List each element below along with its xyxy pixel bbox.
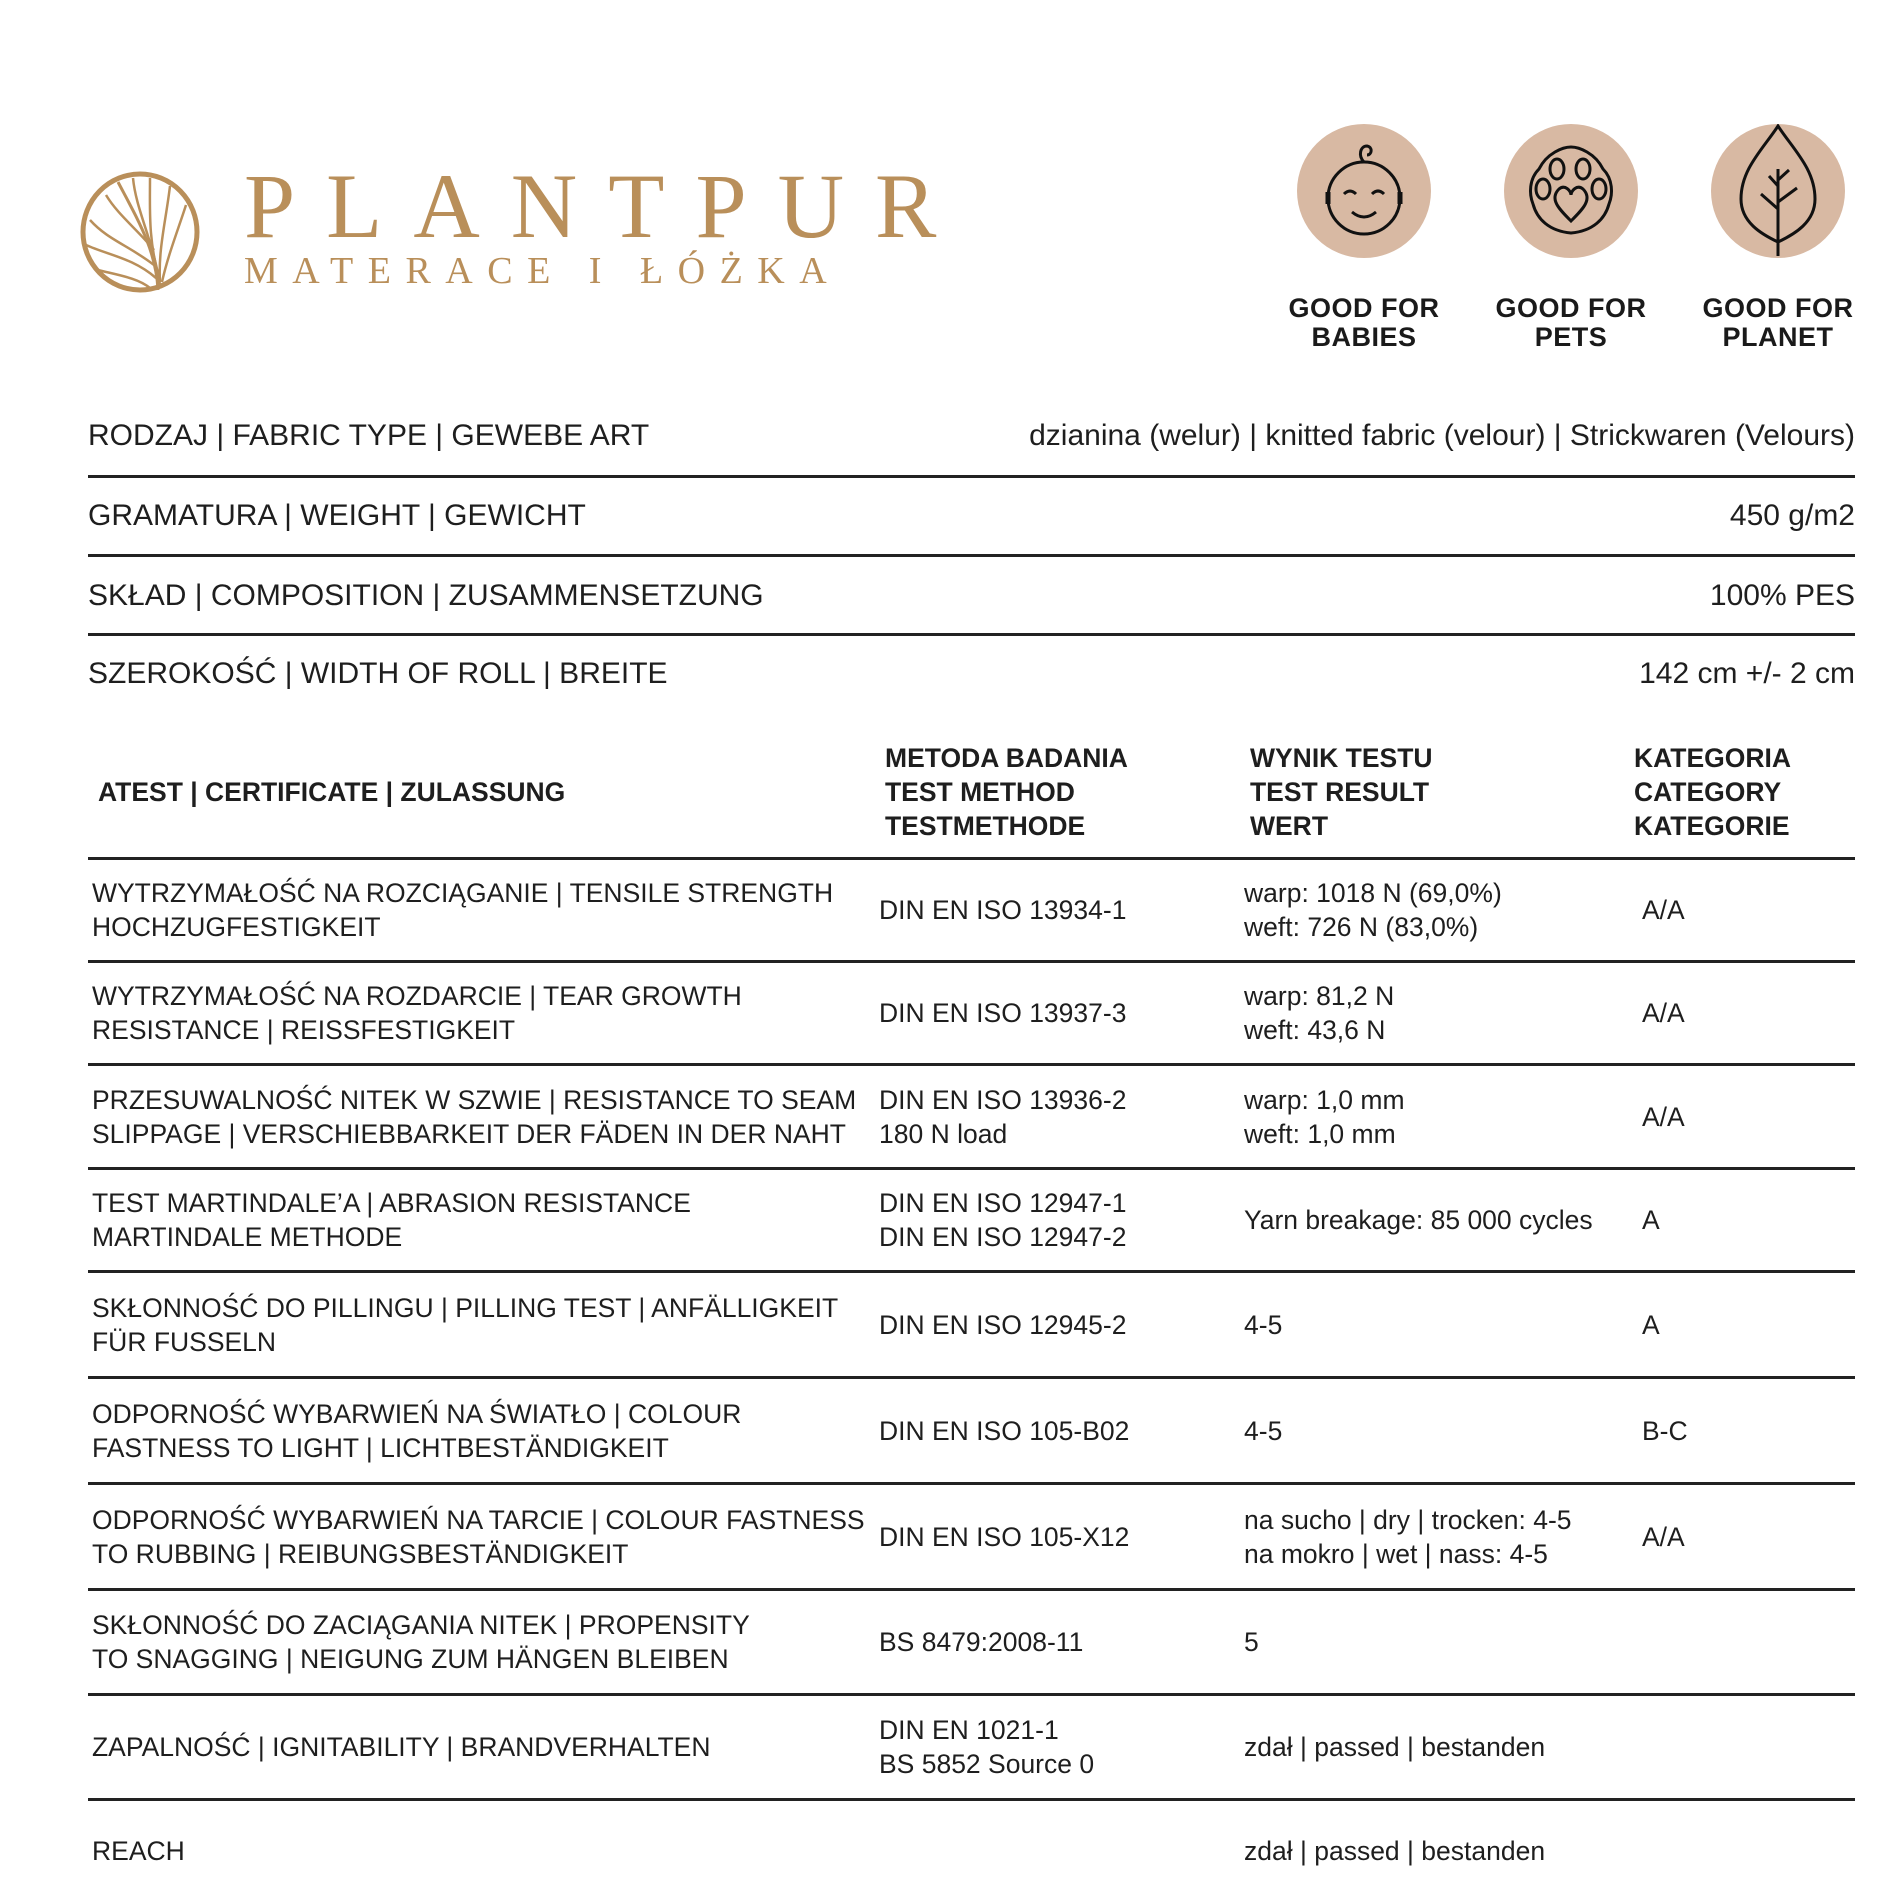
property-value: 450 g/m2 (1729, 499, 1855, 532)
test-name-line: TO SNAGGING | NEIGUNG ZUM HÄNGEN BLEIBEN (92, 1644, 729, 1674)
test-result-line: 5 (1244, 1627, 1259, 1657)
property-composition (88, 566, 1855, 626)
test-category-line: A (1642, 1309, 1660, 1340)
test-method-line: DIN EN ISO 105-X12 (879, 1521, 1130, 1552)
test-name-line: MARTINDALE METHODE (92, 1222, 403, 1252)
test-method (879, 1713, 1244, 1781)
test-name (88, 1730, 879, 1764)
test-category (1636, 1308, 1855, 1342)
badge-babies-line1: GOOD FOR (1288, 293, 1440, 323)
table-row (88, 860, 1855, 960)
test-result (1244, 979, 1636, 1047)
test-name-line: TO RUBBING | REIBUNGSBESTÄNDIGKEIT (92, 1538, 629, 1569)
test-method-line: BS 5852 Source 0 (879, 1749, 1095, 1779)
test-category-line: A/A (1642, 1521, 1685, 1552)
test-name-line: SKŁONNOŚĆ DO PILLINGU | PILLING TEST | ANFÄLLIGKEIT (92, 1292, 839, 1323)
test-result (1244, 1414, 1636, 1448)
divider (88, 554, 1855, 557)
test-name-line: ZAPALNOŚĆ | IGNITABILITY | BRANDVERHALTEN (92, 1732, 711, 1762)
badge-planet-line1: GOOD FOR (1702, 293, 1854, 323)
test-name (88, 1608, 879, 1676)
test-category-line: A/A (1642, 998, 1685, 1028)
test-result-line: weft: 43,6 N (1244, 1015, 1386, 1045)
table-row (88, 963, 1855, 1063)
property-label: SKŁAD | COMPOSITION | ZUSAMMENSETZUNG (88, 579, 764, 612)
test-method-line: DIN EN ISO 105-B02 (879, 1415, 1130, 1446)
test-name-line: WYTRZYMAŁOŚĆ NA ROZCIĄGANIE | TENSILE STRENGTH (92, 878, 834, 908)
table-row (88, 1273, 1855, 1376)
property-width (88, 644, 1855, 704)
header-result-en: TEST RESULT (1250, 777, 1430, 807)
table-row (88, 1170, 1855, 1270)
property-value: 100% PES (1709, 579, 1855, 612)
test-result-line: na sucho | dry | trocken: 4-5 (1244, 1504, 1572, 1535)
brand-tagline: MATERACE I ŁÓŻKA (244, 250, 842, 292)
badge-pets-line1: GOOD FOR (1495, 293, 1647, 323)
property-label: SZEROKOŚĆ | WIDTH OF ROLL | BREITE (88, 657, 668, 690)
baby-face-icon (1314, 136, 1414, 246)
test-result-line: weft: 1,0 mm (1244, 1118, 1396, 1149)
table-row (88, 1066, 1855, 1167)
table-row (88, 1485, 1855, 1588)
table-row (88, 1801, 1855, 1901)
badge-babies (1264, 124, 1464, 352)
test-result (1244, 1625, 1636, 1659)
badge-planet-line2: PLANET (1722, 322, 1834, 352)
test-method (879, 1520, 1244, 1554)
header-method-de: TESTMETHODE (885, 811, 1086, 841)
test-category (1636, 996, 1855, 1030)
test-name (88, 1083, 879, 1151)
test-result (1244, 876, 1636, 944)
test-method (879, 1414, 1244, 1448)
test-result (1244, 1083, 1636, 1151)
test-name (88, 1291, 879, 1359)
brand-name: PLANTPUR (244, 155, 968, 257)
test-category-line: A (1642, 1205, 1660, 1235)
test-method (879, 1083, 1244, 1151)
test-result (1244, 1834, 1636, 1868)
test-name (88, 979, 879, 1047)
test-method (879, 1625, 1244, 1659)
test-result-line: zdał | passed | bestanden (1244, 1836, 1546, 1866)
header-category-en: CATEGORY (1634, 777, 1782, 807)
brand-logo-leaf-icon (78, 170, 202, 299)
table-header (88, 743, 1855, 841)
header-category-de: KATEGORIE (1634, 811, 1790, 841)
test-result (1244, 1730, 1636, 1764)
test-name (88, 1186, 879, 1254)
table-row (88, 1591, 1855, 1693)
test-result-line: warp: 1018 N (69,0%) (1244, 878, 1502, 908)
test-method (879, 1308, 1244, 1342)
test-result (1244, 1308, 1636, 1342)
test-method-line: 180 N load (879, 1118, 1008, 1149)
test-name-line: ODPORNOŚĆ WYBARWIEŃ NA TARCIE | COLOUR FASTNESS (92, 1504, 865, 1535)
test-name-line: REACH (92, 1836, 185, 1866)
badge-pets (1471, 124, 1671, 352)
test-method-line: DIN EN ISO 13937-3 (879, 998, 1127, 1028)
test-method (879, 996, 1244, 1030)
property-value: 142 cm +/- 2 cm (1639, 657, 1855, 690)
table-row (88, 1696, 1855, 1798)
header-result-pl: WYNIK TESTU (1250, 743, 1433, 773)
test-name-line: PRZESUWALNOŚĆ NITEK W SZWIE | RESISTANCE TO SEAM (92, 1084, 857, 1115)
test-result-line: warp: 1,0 mm (1244, 1084, 1405, 1115)
badge-pets-line2: PETS (1534, 322, 1608, 352)
table-row (88, 1379, 1855, 1482)
header-category-pl: KATEGORIA (1634, 743, 1792, 773)
test-name-line: FASTNESS TO LIGHT | LICHTBESTÄNDIGKEIT (92, 1432, 669, 1463)
test-name-line: RESISTANCE | REISSFESTIGKEIT (92, 1015, 516, 1045)
test-result (1244, 1203, 1636, 1237)
test-name-line: HOCHZUGFESTIGKEIT (92, 912, 381, 942)
test-result-line: warp: 81,2 N (1244, 981, 1395, 1011)
test-method-line: DIN EN ISO 13934-1 (879, 895, 1127, 925)
test-category-line: B-C (1642, 1415, 1688, 1446)
badge-babies-line2: BABIES (1311, 322, 1417, 352)
test-name (88, 876, 879, 944)
test-result-line: zdał | passed | bestanden (1244, 1732, 1546, 1762)
test-result-line: Yarn breakage: 85 000 cycles (1244, 1205, 1593, 1235)
header-result-de: WERT (1250, 811, 1329, 841)
test-name-line: WYTRZYMAŁOŚĆ NA ROZDARCIE | TEAR GROWTH (92, 981, 742, 1011)
header-method-pl: METODA BADANIA (885, 743, 1128, 773)
test-result-line: na mokro | wet | nass: 4-5 (1244, 1538, 1548, 1569)
test-category-line: A/A (1642, 895, 1685, 925)
test-result (1244, 1503, 1636, 1571)
test-category (1636, 1520, 1855, 1554)
test-method-line: DIN EN ISO 12947-1 (879, 1188, 1127, 1218)
test-method-line: DIN EN ISO 12947-2 (879, 1222, 1127, 1252)
test-result-line: weft: 726 N (83,0%) (1244, 912, 1479, 942)
test-method (879, 893, 1244, 927)
divider (88, 475, 1855, 478)
test-method (879, 1186, 1244, 1254)
test-method-line: DIN EN 1021-1 (879, 1715, 1059, 1745)
test-category (1636, 1203, 1855, 1237)
test-name-line: ODPORNOŚĆ WYBARWIEŃ NA ŚWIATŁO | COLOUR (92, 1398, 742, 1429)
test-name-line: TEST MARTINDALE’A | ABRASION RESISTANCE (92, 1188, 691, 1218)
test-name-line: SLIPPAGE | VERSCHIEBBARKEIT DER FÄDEN IN DER NAHT (92, 1118, 846, 1149)
test-name (88, 1834, 879, 1868)
divider (88, 633, 1855, 636)
property-value: dzianina (welur) | knitted fabric (velour) | Strickwaren (Velours) (1029, 419, 1855, 452)
property-weight (88, 486, 1855, 546)
header-certificate: ATEST | CERTIFICATE | ZULASSUNG (98, 777, 566, 807)
leaf-icon (1733, 124, 1823, 258)
test-name (88, 1397, 879, 1465)
test-category (1636, 1414, 1855, 1448)
test-category (1636, 1100, 1855, 1134)
property-label: RODZAJ | FABRIC TYPE | GEWEBE ART (88, 419, 650, 452)
test-method-line: BS 8479:2008-11 (879, 1627, 1084, 1657)
test-category-line: A/A (1642, 1101, 1685, 1132)
test-name-line: SKŁONNOŚĆ DO ZACIĄGANIA NITEK | PROPENSITY (92, 1610, 750, 1640)
test-name (88, 1503, 879, 1571)
paw-icon (1519, 139, 1623, 243)
test-category (1636, 893, 1855, 927)
test-name-line: FÜR FUSSELN (92, 1326, 277, 1357)
test-method-line: DIN EN ISO 13936-2 (879, 1084, 1127, 1115)
test-method-line: DIN EN ISO 12945-2 (879, 1309, 1127, 1340)
header-method-en: TEST METHOD (885, 777, 1075, 807)
property-fabric-type (88, 406, 1855, 466)
badge-planet (1678, 124, 1878, 352)
property-label: GRAMATURA | WEIGHT | GEWICHT (88, 499, 586, 532)
test-result-line: 4-5 (1244, 1415, 1283, 1446)
test-result-line: 4-5 (1244, 1309, 1283, 1340)
